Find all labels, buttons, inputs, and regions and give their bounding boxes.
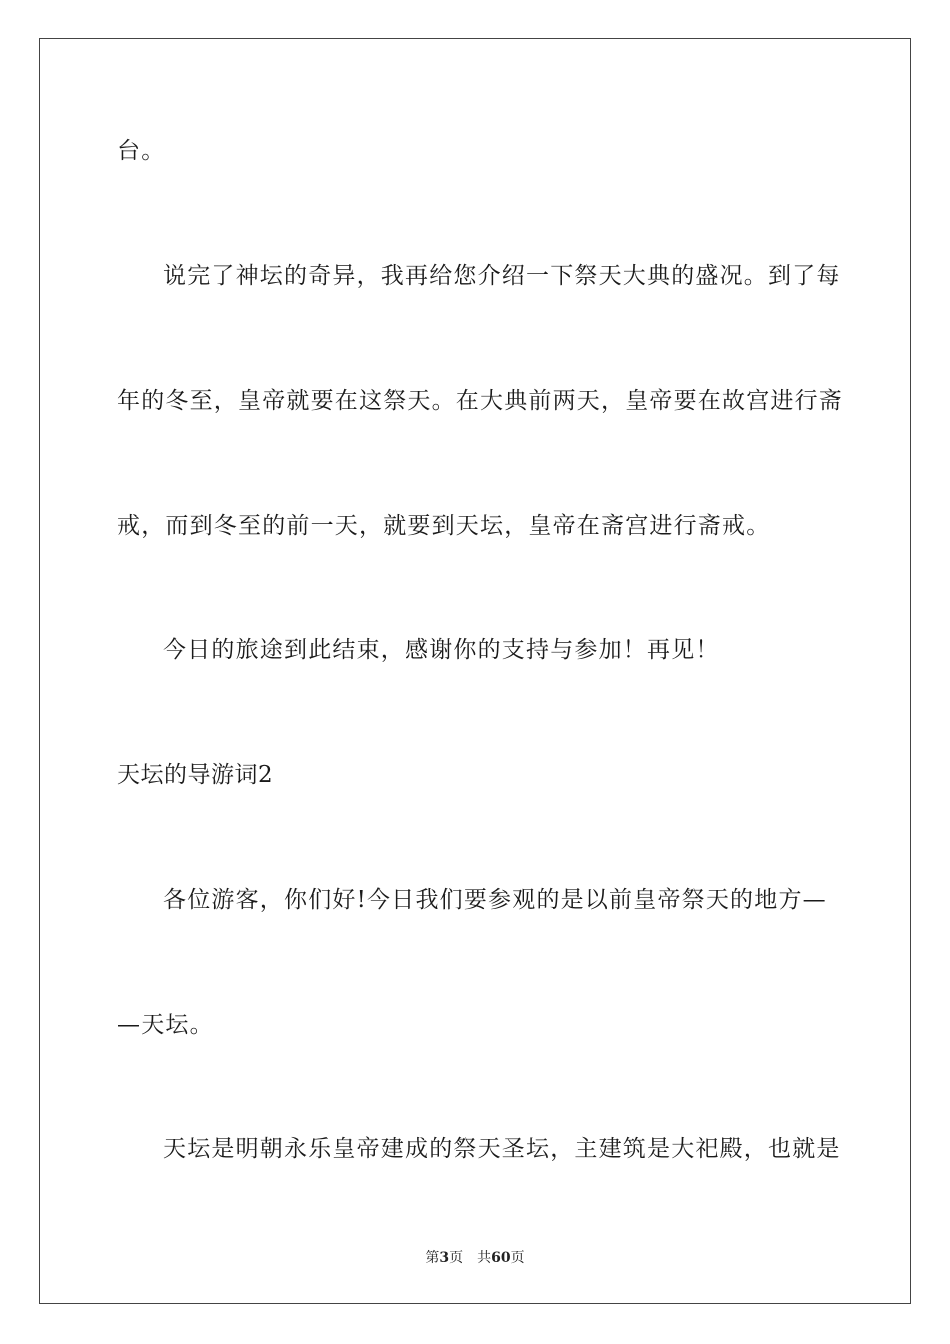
footer-page-prefix: 第 — [425, 1250, 440, 1266]
page-footer — [0, 1247, 950, 1267]
footer-total-pages: 60 — [491, 1250, 511, 1266]
text-line-8: —天坛。 — [117, 1012, 214, 1038]
footer-total-suffix: 页 — [510, 1250, 525, 1266]
text-line-5: 今日的旅途到此结束，感谢你的支持与参加！再见！ — [163, 637, 720, 663]
text-line-4: 戒，而到冬至的前一天，就要到天坛，皇帝在斋宫进行斋戒。 — [117, 513, 771, 539]
text-line-7: 各位游客，你们好!今日我们要参观的是以前皇帝祭天的地方— — [163, 887, 827, 913]
text-line-3: 年的冬至，皇帝就要在这祭天。在大典前两天，皇帝要在故宫进行斋 — [117, 388, 843, 414]
section-heading: 天坛的导游词2 — [117, 762, 274, 788]
text-line-2: 说完了神坛的奇异，我再给您介绍一下祭天大典的盛况。到了每 — [163, 263, 841, 289]
text-line-9: 天坛是明朝永乐皇帝建成的祭天圣坛，主建筑是大祀殿，也就是 — [163, 1136, 841, 1162]
footer-page-number: 3 — [439, 1250, 450, 1266]
page-border — [39, 38, 911, 1304]
text-line-1: 台。 — [117, 138, 166, 164]
footer-page-suffix: 页 — [449, 1250, 464, 1266]
footer-total-prefix: 共 — [477, 1250, 492, 1266]
